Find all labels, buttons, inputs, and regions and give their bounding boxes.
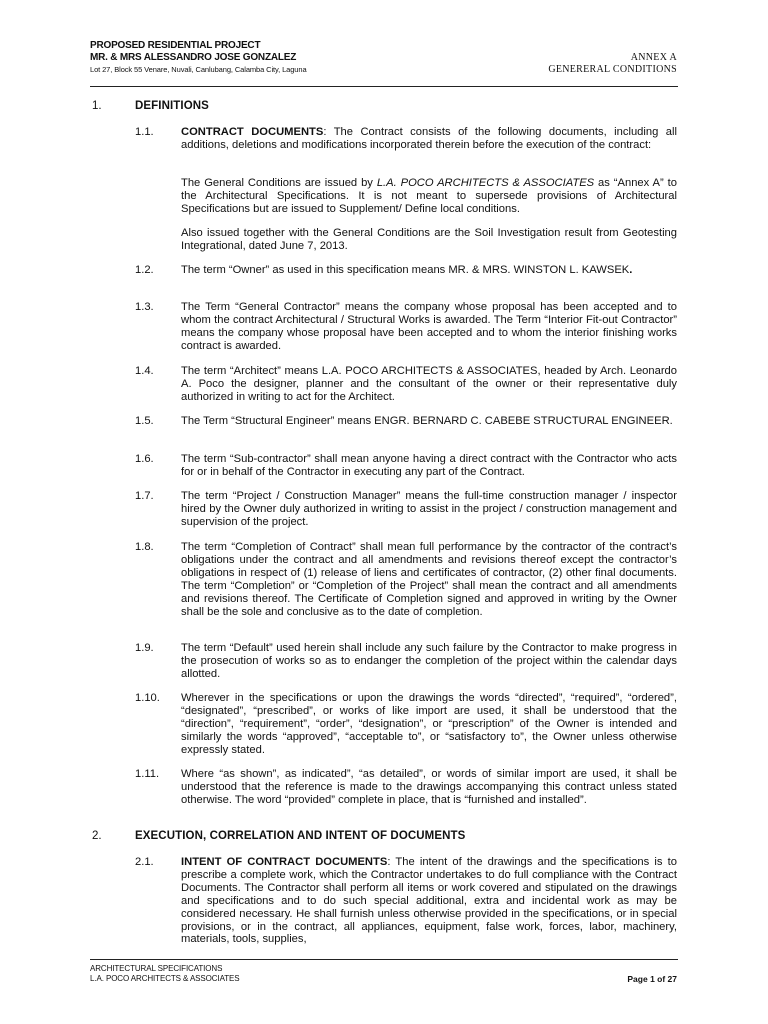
clause-text	[181, 264, 677, 277]
section-title: DEFINITIONS	[135, 100, 209, 112]
section-title: EXECUTION, CORRELATION AND INTENT OF DOCUMENTS	[135, 830, 466, 842]
clause-number: 1.1.	[135, 126, 154, 138]
clause-1-1	[135, 126, 677, 152]
paragraph-soil-investigation: Also issued together with the General Conditions are the Soil Investigation result from Geotesting Integrational, dated June 7, 2013.	[181, 227, 677, 252]
clause-1-9	[135, 642, 677, 681]
clause-1-5	[135, 415, 677, 428]
paragraph-text: as “Annex A” to the Architectural Specifications. It is not meant to supersede provisions of Architectural Specifications but are issued to Supplement/ Define local conditions.	[181, 177, 677, 215]
paragraph-text: The General Conditions are issued by	[181, 177, 377, 189]
clause-text: Where “as shown”, as indicated”, “as detailed”, or words of similar import are used, it shall be understood that the reference is made to the drawings accompanying this contract unless stated otherwise. The word “provided” complete in place, that is “furnished and installed”.	[181, 768, 677, 806]
clause-body: : The intent of the drawings and the specifications is to prescribe a complete work, which the Contractor undertakes to do full compliance with the Contract Documents. The Contractor shall perform all items or work covered and stipulated on the drawings and specifications and to do such special additional, extra and incidental work as may be considered necessary. He shall furnish unless otherwise provided in the specifications, or in special provisions, or in the contract, all appliances, equipment, false work, forces, labor, machinery, materials, tools, supplies,	[181, 856, 677, 946]
page-header-right	[548, 52, 677, 76]
clause-lead: CONTRACT DOCUMENTS	[181, 126, 324, 138]
clause-number: 1.9.	[135, 642, 154, 654]
project-address: Lot 27, Block 55 Venare, Nuvali, Canlubang, Calamba City, Laguna	[90, 65, 307, 74]
page-footer-left	[90, 964, 239, 984]
page-number: Page 1 of 27	[627, 974, 677, 984]
clause-text	[181, 856, 677, 946]
firm-name: L.A. POCO ARCHITECTS & ASSOCIATES	[376, 177, 595, 189]
clause-text: The term “Project / Construction Manager” means the full-time construction manager / inspector hired by the Owner duly authorized in writing to assist in the project / construction management and supervision of the project.	[181, 490, 677, 528]
clause-number: 1.3.	[135, 301, 154, 313]
clause-2-1	[135, 856, 677, 946]
clause-1-3	[135, 301, 677, 353]
footer-firm-name: L.A. POCO ARCHITECTS & ASSOCIATES	[90, 974, 240, 983]
clause-text: The term “Architect” means L.A. POCO ARCHITECTS & ASSOCIATES, headed by Arch. Leonardo A. Poco the designer, planner and the consultant of the owner or their representative duly authorized in writing to act for the Architect.	[181, 365, 677, 403]
annex-label: ANNEX A	[630, 52, 677, 63]
header-divider	[90, 86, 678, 87]
clause-number: 1.8.	[135, 541, 154, 553]
clause-number: 1.5.	[135, 415, 154, 427]
clause-text: The Term “General Contractor” means the company whose proposal has been accepted and to whom the contract Architectural / Structural Works is awarded. The Term “Interior Fit-out Contractor” means the company whose proposal have been accepted and to whom the interior finishing works contract is awarded.	[181, 301, 677, 352]
annex-title: GENERERAL CONDITIONS	[548, 64, 677, 75]
clause-text: The term “Sub-contractor” shall mean anyone having a direct contract with the Contractor who acts for or in behalf of the Contractor in executing any part of the Contract.	[181, 453, 677, 478]
clause-text: The term “Completion of Contract” shall mean full performance by the contractor of the contract’s obligations under the contract and all amendments and revisions thereof except the contractor’s obligations in respect of (1) release of liens and certificates of contractor, (2) other final documents. The term “Completion” or “Completion of the Project” shall mean the contract and all amendments and revisions thereof. The Certificate of Completion signed and approved in writing by the Owner shall be the sole and conclusive as to the date of completion.	[181, 541, 677, 618]
clause-number: 1.4.	[135, 365, 154, 377]
section-number: 2.	[92, 830, 102, 842]
clause-1-6	[135, 453, 677, 479]
clause-1-2	[135, 264, 677, 277]
footer-divider	[90, 959, 678, 960]
clause-1-7	[135, 490, 677, 529]
project-title: PROPOSED RESIDENTIAL PROJECT	[90, 40, 261, 51]
clause-text	[181, 126, 677, 152]
clause-1-11	[135, 768, 677, 807]
clause-1-10	[135, 692, 677, 757]
clause-number: 1.6.	[135, 453, 154, 465]
clause-1-8	[135, 541, 677, 618]
page-header-left	[90, 40, 307, 76]
footer-doc-title: ARCHITECTURAL SPECIFICATIONS	[90, 964, 223, 973]
clause-text: The Term “Structural Engineer” means ENGR. BERNARD C. CABEBE STRUCTURAL ENGINEER.	[181, 415, 673, 427]
clause-text: Wherever in the specifications or upon the drawings the words “directed”, “required”, “ordered”, “designated”, “prescribed”, or works of like import are used, it shall be understood that the “direction”, “requirement”, “order”, “designation”, or “prescription” of the Owner is intended and similarly the words “approved”, “acceptable to”, or “satisfactory to”, the Owner unless otherwise expressly stated.	[181, 692, 677, 756]
clause-body: : The Contract consists of the following documents, including all additions, deletions and modifications incorporated therein before the execution of the contract:	[181, 126, 677, 151]
clause-number: 1.7.	[135, 490, 154, 502]
clause-1-4	[135, 365, 677, 404]
paragraph-general-conditions	[181, 177, 677, 216]
clause-number: 1.2.	[135, 264, 154, 276]
owner-name: MR. & MRS ALESSANDRO JOSE GONZALEZ	[90, 52, 297, 63]
section-number: 1.	[92, 100, 102, 112]
clause-number: 2.1.	[135, 856, 154, 868]
clause-body: The term “Owner” as used in this specification means MR. & MRS. WINSTON L. KAWSEK	[181, 264, 630, 276]
clause-lead: INTENT OF CONTRACT DOCUMENTS	[181, 856, 388, 868]
clause-tail: .	[629, 264, 633, 276]
clause-text: The term “Default” used herein shall include any such failure by the Contractor to make progress in the prosecution of works so as to endanger the completion of the project within the calendar days allotted.	[181, 642, 677, 680]
clause-number: 1.10.	[135, 692, 160, 704]
clause-number: 1.11.	[135, 768, 160, 780]
